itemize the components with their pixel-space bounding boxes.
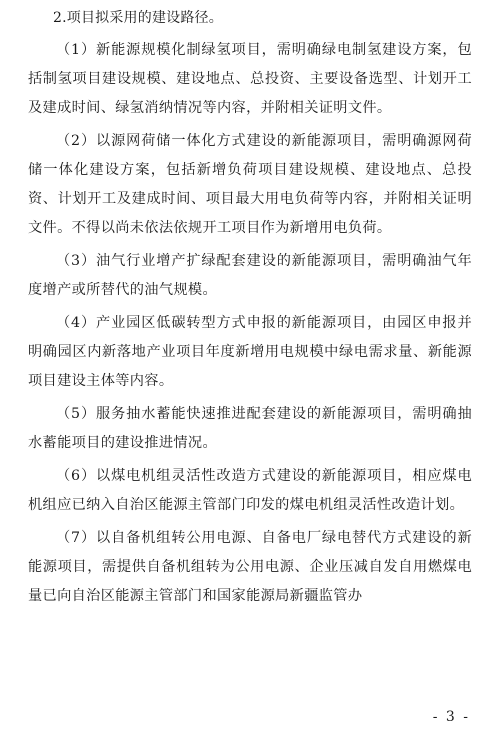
paragraph-4: （4）产业园区低碳转型方式申报的新能源项目，由园区申报并明确园区内新落地产业项目年度新增用电规模中绿电需求量、新能源项目建设主体等内容。	[28, 315, 472, 389]
paragraph-7: （7）以自备机组转公用电源、自备电厂绿电替代方式建设的新能源项目，需提供自备机组转为公用电源、企业压减自发自用燃煤电量已向自治区能源主管部门和国家能源局新疆监管办	[28, 530, 472, 604]
paragraph-2: （2）以源网荷储一体化方式建设的新能源项目，需明确源网荷储一体化建设方案，包括新增负荷项目建设规模、建设地点、总投资、计划开工及建成时间、项目最大用电负荷等内容，并附相关证明文件。不得以尚未依法依规开工项目作为新增用电负荷。	[28, 133, 472, 236]
paragraph-3: （3）油气行业增产扩绿配套建设的新能源项目，需明确油气年度增产或所替代的油气规模。	[28, 253, 472, 298]
page-number: - 3 -	[432, 709, 470, 725]
paragraph-1: （1）新能源规模化制绿氢项目，需明确绿电制氢建设方案，包括制氢项目建设规模、建设地点、总投资、主要设备选型、计划开工及建成时间、绿氢消纳情况等内容，并附相关证明文件。	[28, 42, 472, 116]
paragraph-5: （5）服务抽水蓄能快速推进配套建设的新能源项目，需明确抽水蓄能项目的建设推进情况。	[28, 406, 472, 451]
document-body	[28, 6, 472, 615]
section-heading: 2.项目拟采用的建设路径。	[53, 10, 223, 26]
paragraph-6: （6）以煤电机组灵活性改造方式建设的新能源项目，相应煤电机组应已纳入自治区能源主管部门印发的煤电机组灵活性改造计划。	[28, 468, 472, 513]
